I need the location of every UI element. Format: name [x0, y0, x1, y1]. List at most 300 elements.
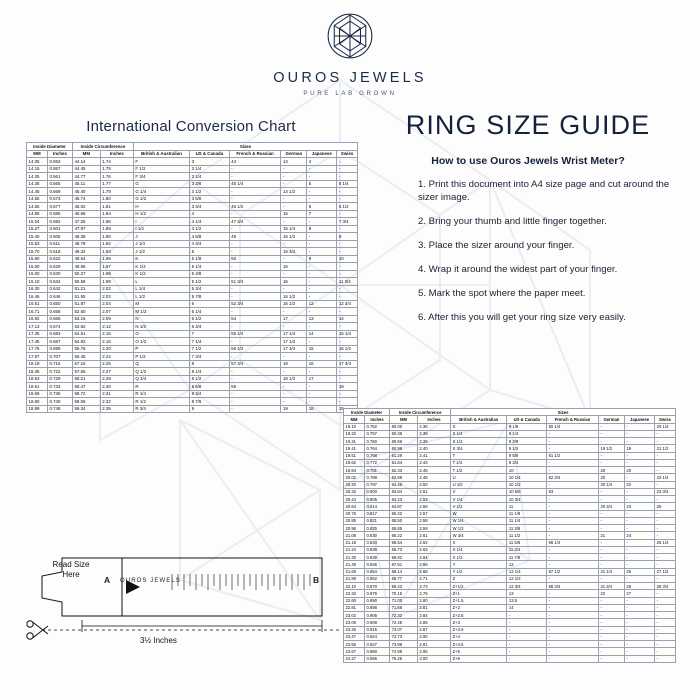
table-cell: 9: [190, 405, 230, 413]
table-cell: 0.927: [365, 641, 390, 648]
table-row: [344, 626, 676, 633]
table-cell: -: [281, 270, 307, 278]
table-cell: 21.18: [344, 539, 365, 546]
table-cell: -: [547, 626, 599, 633]
table-cell: Z+5: [451, 648, 507, 655]
table-cell: 0.836: [365, 546, 390, 553]
table-row: [344, 481, 676, 488]
table-cell: 50.27: [72, 270, 100, 278]
table-cell: 19.84: [344, 467, 365, 474]
table-cell: -: [624, 619, 654, 626]
table-cell: 20: [598, 467, 624, 474]
table-cell: 44.77: [72, 173, 100, 181]
table-cell: 0.729: [47, 375, 72, 383]
table-cell: 16.46: [27, 293, 48, 301]
table-cell: M 1/2: [133, 308, 189, 316]
table-cell: 23.26: [344, 626, 365, 633]
table-cell: 15: [281, 210, 307, 218]
table-cell: -: [547, 459, 599, 466]
ring-size-guide: [378, 110, 678, 341]
table-cell: 45.11: [72, 180, 100, 188]
table-cell: 15 3/4: [281, 248, 307, 256]
table-cell: 16.00: [27, 263, 48, 271]
table-cell: -: [307, 338, 337, 346]
table-cell: 49.64: [72, 255, 100, 263]
table-cell: -: [655, 561, 676, 568]
table-cell: -: [307, 323, 337, 331]
table-cell: G 1/4: [133, 188, 189, 196]
table-cell: 19.22: [344, 430, 365, 437]
table-cell: -: [598, 546, 624, 553]
table-cell: S 1/2: [451, 438, 507, 445]
table-cell: 5 1/4: [337, 180, 358, 188]
table-cell: -: [547, 619, 599, 626]
table-cell: -: [507, 612, 547, 619]
table-row: [27, 323, 358, 331]
table-cell: 2.07: [100, 308, 133, 316]
table-cell: 0.736: [47, 390, 72, 398]
table-cell: 18.61: [27, 383, 48, 391]
table-cell: 6 1/4: [190, 308, 230, 316]
table-cell: -: [655, 590, 676, 597]
table-cell: 61.64: [390, 459, 418, 466]
table-row: [344, 503, 676, 510]
guide-title: RING SIZE GUIDE: [405, 110, 651, 140]
table-cell: 2.02: [100, 285, 133, 293]
table-cell: 0.618: [47, 248, 72, 256]
table-cell: Z: [451, 575, 507, 582]
table-cell: 3 1/2: [190, 188, 230, 196]
table-row: [344, 452, 676, 459]
table-cell: 8: [307, 225, 337, 233]
table-cell: 2.22: [100, 353, 133, 361]
table-cell: -: [547, 655, 599, 662]
table-cell: -: [229, 240, 281, 248]
table-cell: -: [337, 323, 358, 331]
table-cell: 0.634: [47, 278, 72, 286]
table-cell: 49: [229, 233, 281, 241]
table-cell: 2.40: [417, 445, 450, 452]
table-column-header-row: [344, 416, 676, 423]
table-cell: 28 3/4: [655, 583, 676, 590]
column-header: US & Canada: [507, 416, 547, 423]
table-cell: 22: [624, 481, 654, 488]
table-cell: 27 1/2: [655, 568, 676, 575]
table-cell: 16: [307, 360, 337, 368]
table-row: [27, 233, 358, 241]
table-cell: -: [655, 517, 676, 524]
table-cell: 19: [337, 383, 358, 391]
table-cell: 2.61: [417, 532, 450, 539]
table-cell: -: [307, 308, 337, 316]
table-cell: 11: [507, 503, 547, 510]
table-cell: 3 1/4: [190, 173, 230, 181]
table-cell: 10: [507, 467, 547, 474]
table-cell: -: [281, 165, 307, 173]
table-cell: 1.89: [100, 225, 133, 233]
table-cell: 14.36: [27, 180, 48, 188]
table-row: [27, 375, 358, 383]
table-cell: R 1/2: [133, 398, 189, 406]
table-cell: 2.85: [417, 619, 450, 626]
table-cell: -: [547, 604, 599, 611]
table-cell: 2.35: [100, 405, 133, 413]
table-cell: 59.06: [72, 398, 100, 406]
table-cell: 2.53: [417, 496, 450, 503]
guide-step: 3. Place the sizer around your finger.: [418, 239, 575, 251]
table-cell: 5: [190, 248, 230, 256]
table-cell: -: [337, 390, 358, 398]
table-cell: S: [451, 423, 507, 430]
table-cell: K: [133, 255, 189, 263]
table-cell: -: [655, 655, 676, 662]
table-cell: -: [307, 240, 337, 248]
table-cell: 0.658: [47, 308, 72, 316]
table-cell: -: [624, 539, 654, 546]
table-cell: 17: [307, 375, 337, 383]
table-cell: -: [598, 510, 624, 517]
table-cell: 12 3/4: [337, 300, 358, 308]
table-cell: -: [624, 597, 654, 604]
table-cell: 15.80: [27, 255, 48, 263]
table-row: [344, 459, 676, 466]
table-cell: 2.20: [100, 345, 133, 353]
table-cell: 22.33: [344, 590, 365, 597]
table-cell: S 1/4: [451, 430, 507, 437]
table-cell: -: [229, 225, 281, 233]
table-row: [344, 525, 676, 532]
table-cell: 63.46: [390, 481, 418, 488]
table-cell: 21.49: [344, 561, 365, 568]
table-cell: 72.32: [390, 612, 418, 619]
table-cell: 52.50: [72, 308, 100, 316]
table-cell: 2.73: [417, 583, 450, 590]
table-cell: -: [655, 648, 676, 655]
table-row: [27, 218, 358, 226]
table-cell: -: [337, 165, 358, 173]
table-cell: -: [337, 368, 358, 376]
table-cell: O: [133, 330, 189, 338]
table-row: [27, 188, 358, 196]
table-cell: 20.20: [344, 481, 365, 488]
table-cell: 14.86: [27, 210, 48, 218]
table-cell: K 1/4: [133, 263, 189, 271]
sizer-point-a: A: [104, 575, 111, 585]
table-cell: H 1/2: [133, 210, 189, 218]
table-cell: 8: [190, 360, 230, 368]
table-cell: 5 7/8: [190, 293, 230, 301]
column-header: Japanese: [307, 150, 337, 158]
table-cell: 70.15: [390, 590, 418, 597]
table-cell: 13: [507, 590, 547, 597]
table-cell: 46.02: [72, 203, 100, 211]
table-cell: 2.39: [417, 438, 450, 445]
table-cell: 0.752: [365, 423, 390, 430]
table-cell: -: [547, 496, 599, 503]
table-cell: -: [337, 398, 358, 406]
table-cell: 19 1/2: [598, 445, 624, 452]
table-cell: 16.92: [27, 315, 48, 323]
table-cell: 10 1/4: [507, 474, 547, 481]
table-row: [27, 398, 358, 406]
table-cell: P 1/2: [133, 353, 189, 361]
table-cell: 23: [624, 503, 654, 510]
table-cell: 4: [190, 210, 230, 218]
table-cell: 23.47: [344, 633, 365, 640]
table-cell: 53.82: [72, 323, 100, 331]
table-cell: 17.97: [27, 353, 48, 361]
table-cell: 14.05: [27, 158, 48, 166]
table-cell: 2.62: [417, 539, 450, 546]
table-cell: -: [598, 452, 624, 459]
table-cell: 15 1/4: [337, 330, 358, 338]
table-cell: -: [337, 375, 358, 383]
table-cell: 16.00: [27, 270, 48, 278]
table-cell: 66.92: [390, 554, 418, 561]
table-cell: 49.32: [72, 248, 100, 256]
table-cell: 58.47: [72, 383, 100, 391]
column-header: US & Canada: [190, 150, 230, 158]
table-cell: -: [307, 173, 337, 181]
table-cell: Z+2: [451, 604, 507, 611]
table-head-bottom: [344, 409, 676, 424]
table-cell: 23 3/4: [655, 488, 676, 495]
read-size-label: Read Size Here: [52, 560, 90, 579]
table-cell: 0.561: [47, 173, 72, 181]
table-cell: -: [307, 390, 337, 398]
table-cell: 6: [190, 300, 230, 308]
group-header-sizes: Sizes: [133, 143, 357, 151]
table-cell: -: [598, 539, 624, 546]
table-cell: -: [598, 525, 624, 532]
table-cell: 23.02: [344, 612, 365, 619]
table-cell: 18.53: [27, 375, 48, 383]
table-cell: Q: [133, 360, 189, 368]
table-cell: 3: [190, 158, 230, 166]
table-cell: 11 1/8: [507, 510, 547, 517]
table-cell: -: [598, 626, 624, 633]
table-cell: 66.54: [390, 539, 418, 546]
table-cell: -: [655, 467, 676, 474]
table-row: [27, 383, 358, 391]
table-cell: 0.870: [365, 583, 390, 590]
table-cell: -: [624, 612, 654, 619]
table-row: [27, 158, 358, 166]
table-cell: 17 1/2: [281, 338, 307, 346]
table-cell: Z+3: [451, 619, 507, 626]
table-cell: 47.97: [72, 225, 100, 233]
table-cell: 51.21: [72, 285, 100, 293]
table-cell: -: [337, 353, 358, 361]
table-cell: -: [281, 398, 307, 406]
table-column-header-row: [27, 150, 358, 158]
table-cell: -: [624, 641, 654, 648]
table-cell: 1.97: [100, 263, 133, 271]
column-header: MM: [344, 416, 365, 423]
table-cell: 44.45: [72, 165, 100, 173]
table-cell: -: [547, 445, 599, 452]
table-cell: Z+6: [451, 655, 507, 662]
table-cell: 5 1/8: [190, 255, 230, 263]
table-cell: Z+3.5: [451, 626, 507, 633]
table-cell: R: [133, 383, 189, 391]
table-row: [27, 270, 358, 278]
table-cell: 0.797: [365, 481, 390, 488]
table-cell: -: [281, 180, 307, 188]
table-cell: 5 1/4: [190, 263, 230, 271]
table-cell: 14: [337, 315, 358, 323]
table-cell: 11 3/8: [507, 525, 547, 532]
table-cell: 17 1/4: [281, 330, 307, 338]
table-cell: 54.82: [72, 338, 100, 346]
table-cell: -: [624, 496, 654, 503]
table-cell: -: [547, 554, 599, 561]
table-cell: 73.73: [390, 633, 418, 640]
table-cell: 12: [507, 561, 547, 568]
table-row: [344, 655, 676, 662]
table-cell: 0.814: [365, 503, 390, 510]
table-row: [27, 248, 358, 256]
table-cell: -: [547, 590, 599, 597]
table-row: [344, 583, 676, 590]
table-cell: -: [547, 597, 599, 604]
table-cell: -: [307, 165, 337, 173]
table-cell: -: [655, 496, 676, 503]
table-cell: 1.92: [100, 240, 133, 248]
table-cell: -: [624, 438, 654, 445]
table-cell: 2.58: [417, 517, 450, 524]
table-row: [27, 225, 358, 233]
table-cell: -: [598, 561, 624, 568]
table-cell: -: [337, 293, 358, 301]
column-header: Inches: [365, 416, 390, 423]
table-cell: -: [307, 188, 337, 196]
table-cell: 2.12: [100, 323, 133, 331]
table-cell: 25: [624, 568, 654, 575]
table-row: [27, 173, 358, 181]
table-cell: -: [547, 525, 599, 532]
table-cell: -: [229, 375, 281, 383]
table-cell: X: [451, 539, 507, 546]
table-cell: 68 3/4: [547, 583, 599, 590]
table-cell: 3 5/8: [190, 195, 230, 203]
table-cell: 58.21: [72, 375, 100, 383]
table-cell: 76.25: [390, 655, 418, 662]
table-cell: 27: [624, 590, 654, 597]
table-cell: -: [624, 561, 654, 568]
table-cell: -: [598, 423, 624, 430]
table-cell: Y: [451, 561, 507, 568]
table-cell: -: [281, 323, 307, 331]
column-header: Inches: [47, 150, 72, 158]
table-cell: -: [655, 633, 676, 640]
table-cell: 2.80: [417, 597, 450, 604]
table-cell: -: [307, 383, 337, 391]
table-cell: -: [337, 285, 358, 293]
table-cell: 65.22: [390, 510, 418, 517]
table-cell: 71.00: [390, 597, 418, 604]
table-cell: -: [507, 641, 547, 648]
table-cell: 0.629: [47, 263, 72, 271]
table-cell: 61.29: [390, 452, 418, 459]
table-cell: -: [229, 398, 281, 406]
table-cell: 15 1/2: [281, 233, 307, 241]
table-cell: 5: [307, 180, 337, 188]
table-cell: 2.09: [100, 315, 133, 323]
international-conversion-chart-title: International Conversion Chart: [86, 118, 296, 135]
table-cell: -: [547, 641, 599, 648]
table-cell: 18: [281, 360, 307, 368]
table-cell: 0.781: [365, 467, 390, 474]
table-cell: 0.890: [365, 597, 390, 604]
table-cell: 0.557: [47, 165, 72, 173]
table-cell: 0.906: [365, 612, 390, 619]
table-cell: 67 1/2: [547, 568, 599, 575]
table-cell: 0.764: [365, 445, 390, 452]
table-cell: 60.00: [390, 423, 418, 430]
table-cell: 15 1/4: [281, 225, 307, 233]
table-cell: 17.75: [27, 345, 48, 353]
table-cell: 65.50: [390, 517, 418, 524]
table-cell: 1.95: [100, 255, 133, 263]
table-cell: -: [624, 546, 654, 553]
table-cell: 2.84: [417, 612, 450, 619]
table-cell: 45.74: [72, 195, 100, 203]
column-header: French & Russian: [547, 416, 599, 423]
table-cell: 21.30: [344, 554, 365, 561]
table-cell: 68.14: [390, 568, 418, 575]
table-cell: 14.55: [27, 195, 48, 203]
table-cell: 20.02: [344, 474, 365, 481]
table-cell: -: [337, 158, 358, 166]
table-cell: 2.68: [417, 568, 450, 575]
table-cell: U: [451, 474, 507, 481]
guide-subtitle: How to use Ouros Jewels Wrist Meter?: [431, 155, 625, 167]
table-cell: 14.65: [27, 203, 48, 211]
table-cell: Z+4.5: [451, 641, 507, 648]
table-cell: 57 3/4: [229, 360, 281, 368]
table-cell: -: [598, 619, 624, 626]
table-cell: -: [307, 368, 337, 376]
table-cell: -: [229, 405, 281, 413]
table-cell: 17.45: [27, 338, 48, 346]
table-row: [344, 619, 676, 626]
table-cell: 20.85: [344, 517, 365, 524]
table-row: [27, 308, 358, 316]
table-cell: 11 5/8: [507, 539, 547, 546]
table-cell: 20.64: [344, 503, 365, 510]
table-cell: 1.81: [100, 203, 133, 211]
table-cell: -: [507, 633, 547, 640]
table-cell: 1.98: [100, 270, 133, 278]
table-body-bottom: [344, 423, 676, 662]
table-cell: 5 1/2: [190, 278, 230, 286]
table-cell: -: [281, 383, 307, 391]
table-cell: 18.69: [27, 390, 48, 398]
table-cell: 20.76: [344, 510, 365, 517]
table-cell: N: [133, 315, 189, 323]
table-cell: 0.573: [47, 195, 72, 203]
table-cell: 17 3/4: [337, 360, 358, 368]
table-cell: -: [307, 278, 337, 286]
table-cell: 20: [598, 474, 624, 481]
table-cell: N 1/2: [133, 323, 189, 331]
table-cell: 2.43: [417, 459, 450, 466]
table-cell: 23 1/4: [655, 474, 676, 481]
table-cell: 20 1/4: [598, 481, 624, 488]
table-row: [344, 510, 676, 517]
table-cell: J 1/4: [133, 240, 189, 248]
